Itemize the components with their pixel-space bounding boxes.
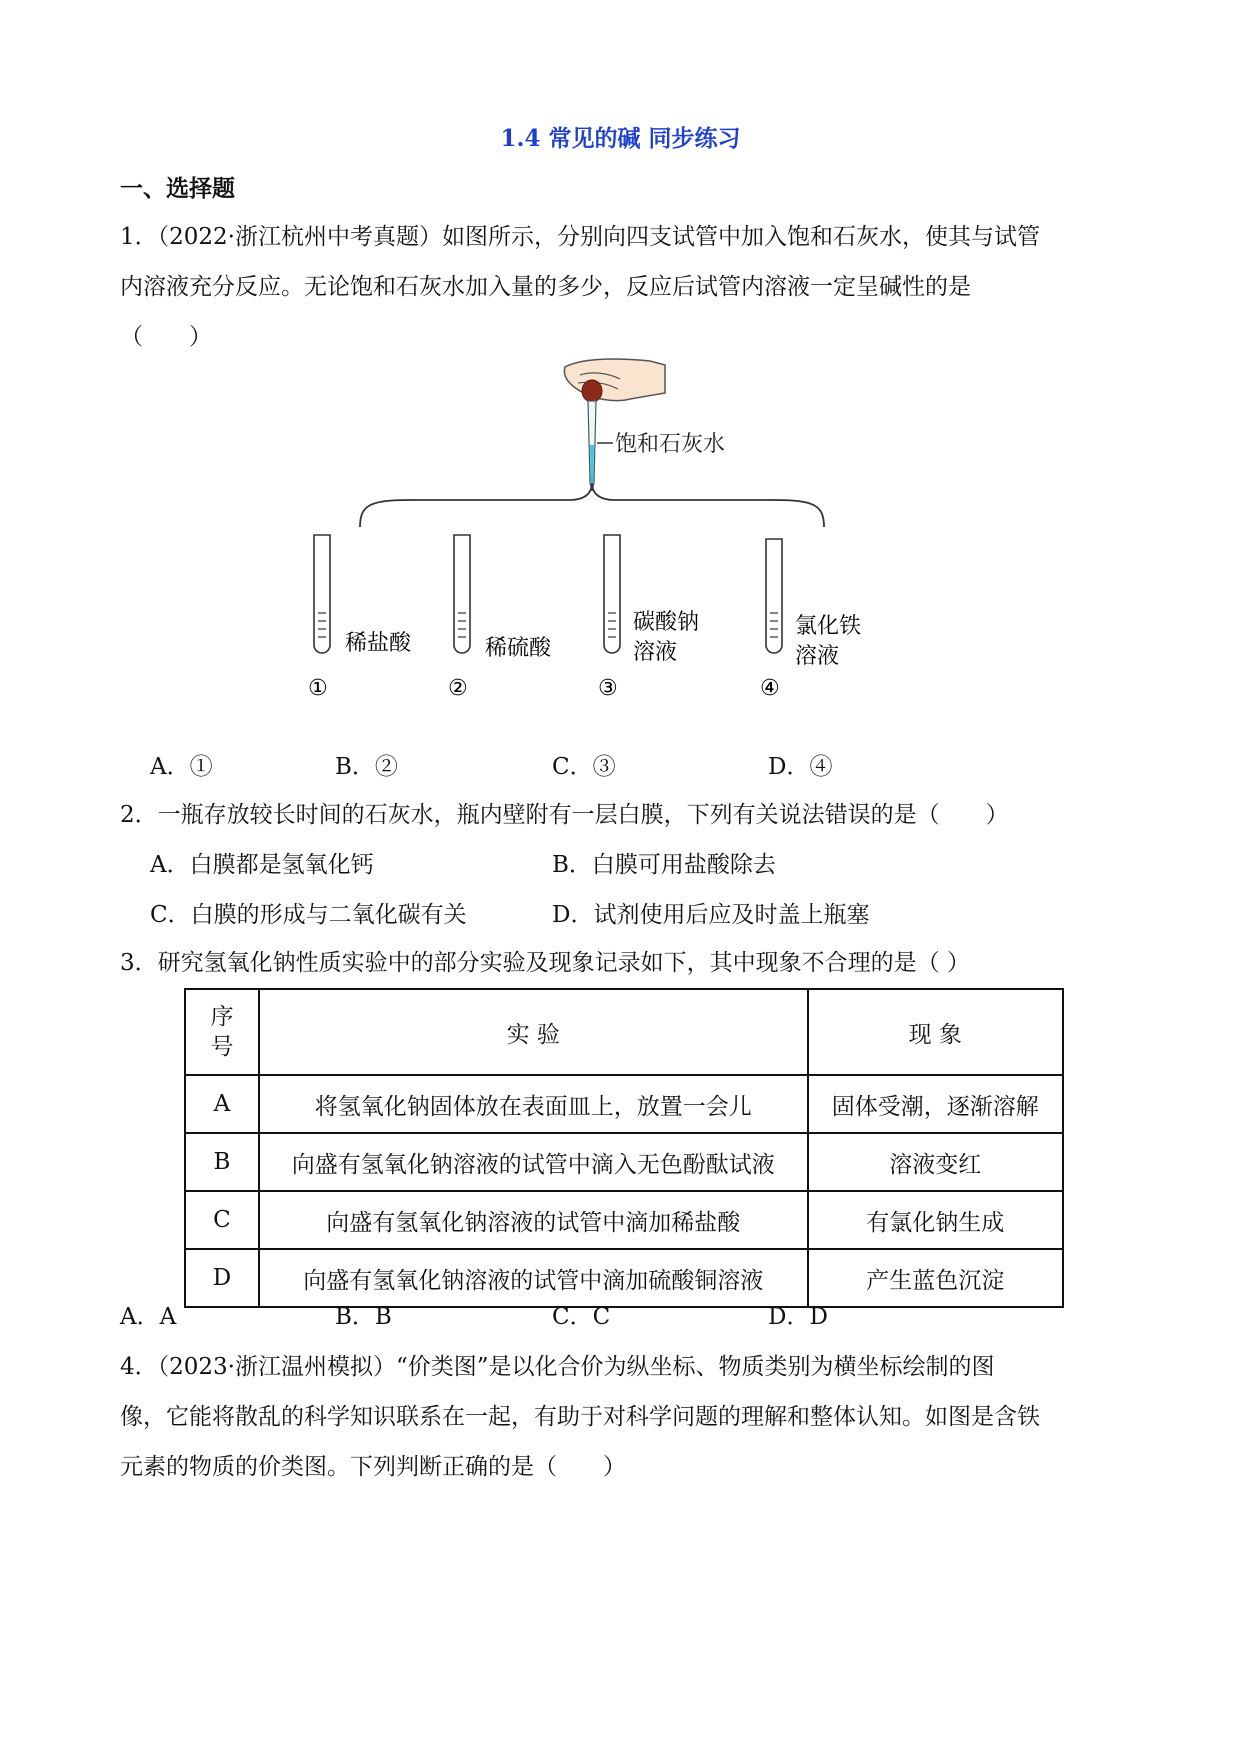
q1-option-d[interactable]: D．④ <box>768 754 833 780</box>
q4-line-3: 元素的物质的价类图。下列判断正确的是（ ） <box>120 1454 626 1480</box>
q2-line-1: 2．一瓶存放较长时间的石灰水，瓶内壁附有一层白膜，下列有关说法错误的是（ ） <box>120 802 1009 828</box>
row-experiment: 将氢氧化钠固体放在表面皿上，放置一会儿 <box>259 1075 808 1133</box>
q1-option-b[interactable]: B．② <box>335 754 398 780</box>
header-phenomenon: 现 象 <box>808 989 1063 1075</box>
test-tube-4 <box>766 539 782 653</box>
q1-option-a[interactable]: A．① <box>150 754 213 780</box>
row-phenomenon: 溶液变红 <box>808 1133 1063 1191</box>
hand-illustration <box>564 359 665 401</box>
test-tube-2 <box>454 535 470 653</box>
tube-4-number: ④ <box>760 676 780 701</box>
table-row <box>185 1133 1063 1191</box>
dropper <box>582 380 602 491</box>
tube-2-label: 稀硫酸 <box>485 636 552 661</box>
row-phenomenon: 有氯化钠生成 <box>808 1191 1063 1249</box>
test-tube-3 <box>604 535 620 653</box>
header-seq: 序号 <box>185 989 259 1075</box>
tube-2-number: ② <box>448 676 468 701</box>
row-experiment: 向盛有氢氧化钠溶液的试管中滴加稀盐酸 <box>259 1191 808 1249</box>
row-id: C <box>185 1191 259 1249</box>
page-title: 1.4 常见的碱 同步练习 <box>500 125 741 152</box>
q3-line-1: 3．研究氢氧化钠性质实验中的部分实验及现象记录如下，其中现象不合理的是（ ） <box>120 950 970 976</box>
tube-3-label-2: 溶液 <box>633 640 678 665</box>
q3-option-a[interactable]: A．A <box>120 1304 177 1330</box>
table-row <box>185 1249 1063 1307</box>
q1-line-1: 1．（2022·浙江杭州中考真题）如图所示，分别向四支试管中加入饱和石灰水，使其与试管 <box>120 224 1040 250</box>
q2-option-a[interactable]: A．白膜都是氢氧化钙 <box>150 852 374 878</box>
experiment-table <box>184 988 1064 1308</box>
row-experiment: 向盛有氢氧化钠溶液的试管中滴加硫酸铜溶液 <box>259 1249 808 1307</box>
q3-option-d[interactable]: D．D <box>768 1304 828 1330</box>
header-experiment: 实 验 <box>259 989 808 1075</box>
test-tube-1 <box>314 535 330 653</box>
table-header-row <box>185 989 1063 1075</box>
row-experiment: 向盛有氢氧化钠溶液的试管中滴入无色酚酞试液 <box>259 1133 808 1191</box>
q2-option-c[interactable]: C．白膜的形成与二氧化碳有关 <box>150 902 467 928</box>
q1-option-c[interactable]: C．③ <box>552 754 616 780</box>
table-row <box>185 1075 1063 1133</box>
row-phenomenon: 产生蓝色沉淀 <box>808 1249 1063 1307</box>
q4-line-1: 4．（2023·浙江温州模拟）“价类图”是以化合价为纵坐标、物质类别为横坐标绘制的图 <box>120 1354 995 1380</box>
row-id: B <box>185 1133 259 1191</box>
q2-option-d[interactable]: D．试剂使用后应及时盖上瓶塞 <box>552 902 870 928</box>
tube-3-label-1: 碳酸钠 <box>633 610 700 635</box>
q4-line-2: 像，它能将散乱的科学知识联系在一起，有助于对科学问题的理解和整体认知。如图是含铁 <box>120 1404 1040 1430</box>
section-heading: 一、选择题 <box>120 175 235 202</box>
q1-figure <box>308 355 930 710</box>
tube-3-number: ③ <box>598 676 618 701</box>
row-id: A <box>185 1075 259 1133</box>
q3-option-c[interactable]: C．C <box>552 1304 611 1330</box>
tube-1-number: ① <box>308 676 328 701</box>
row-phenomenon: 固体受潮，逐渐溶解 <box>808 1075 1063 1133</box>
q2-option-b[interactable]: B．白膜可用盐酸除去 <box>552 852 776 878</box>
dropper-label: 饱和石灰水 <box>615 432 726 457</box>
q3-option-b[interactable]: B．B <box>335 1304 392 1330</box>
q1-line-2: 内溶液充分反应。无论饱和石灰水加入量的多少，反应后试管内溶液一定呈碱性的是 <box>120 274 971 300</box>
tube-1-label: 稀盐酸 <box>345 631 412 656</box>
q1-line-3: （ ） <box>120 324 212 350</box>
row-id: D <box>185 1249 259 1307</box>
tube-4-label-1: 氯化铁 <box>795 614 862 639</box>
table-row <box>185 1191 1063 1249</box>
tube-4-label-2: 溶液 <box>795 644 840 669</box>
